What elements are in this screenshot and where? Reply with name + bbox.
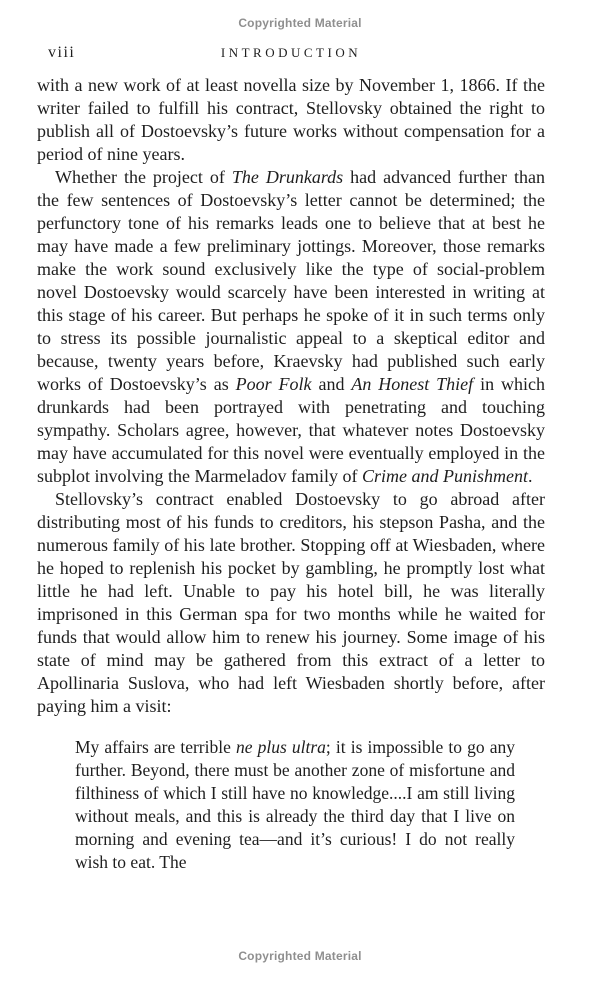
- paragraph: Stellovsky’s contract enabled Dostoevsky to go abroad after distributing most of his funds to creditors, his stepson Pasha, and the numerous family of his late brother. Stopping off at Wiesbaden, where he hoped to replenish his pocket by gambling, he promptly lost what little he had left. Unable to pay his hotel bill, he was literally imprisoned in this German spa for two months while he waited for funds that would allow him to renew his journey. Some image of his state of mind may be gathered from this extract of a letter to Apollinaria Suslova, who had left Wiesbaden shortly before, after paying him a visit:: [37, 489, 545, 716]
- page-body: [37, 74, 545, 874]
- copyright-banner-bottom: Copyrighted Material: [238, 949, 362, 963]
- copyright-banner-top: Copyrighted Material: [238, 16, 362, 30]
- paragraph: Whether the project of The Drunkards had advanced further than the few sentences of Dostoevsky’s letter cannot be determined; the perfunctory tone of his remarks leads one to believe that at best he may have made a few preliminary jottings. Moreover, those remarks make the work sound exclusively like the type of social-problem novel Dostoevsky would scarcely have been interested in writing at this stage of his career. But perhaps he spoke of it in such terms only to stress its possible journalistic appeal to a skeptical editor and because, twenty years before, Kraevsky had published such early works of Dostoevsky’s as Poor Folk and An Honest Thief in which drunkards had been portrayed with penetrating and touching sympathy. Scholars agree, however, that whatever notes Dostoevsky may have accumulated for this novel were eventually employed in the subplot involving the Marmeladov family of Crime and Punishment.: [37, 167, 545, 486]
- page-header: [0, 43, 600, 61]
- page-number: viii: [48, 44, 76, 61]
- paragraph: with a new work of at least novella size by November 1, 1866. If the writer failed to fulfill his contract, Stellovsky obtained the right to publish all of Dostoevsky’s future works without compensation for a period of nine years.: [37, 75, 545, 164]
- running-title: INTRODUCTION: [220, 45, 362, 60]
- block-quote: My affairs are terrible ne plus ultra; it is impossible to go any further. Beyond, there must be another zone of misfortune and filthiness of which I still have no knowledge....I am still living without meals, and this is already the third day that I live on morning and evening tea—and it’s curious! I do not really wish to eat. The: [75, 737, 515, 872]
